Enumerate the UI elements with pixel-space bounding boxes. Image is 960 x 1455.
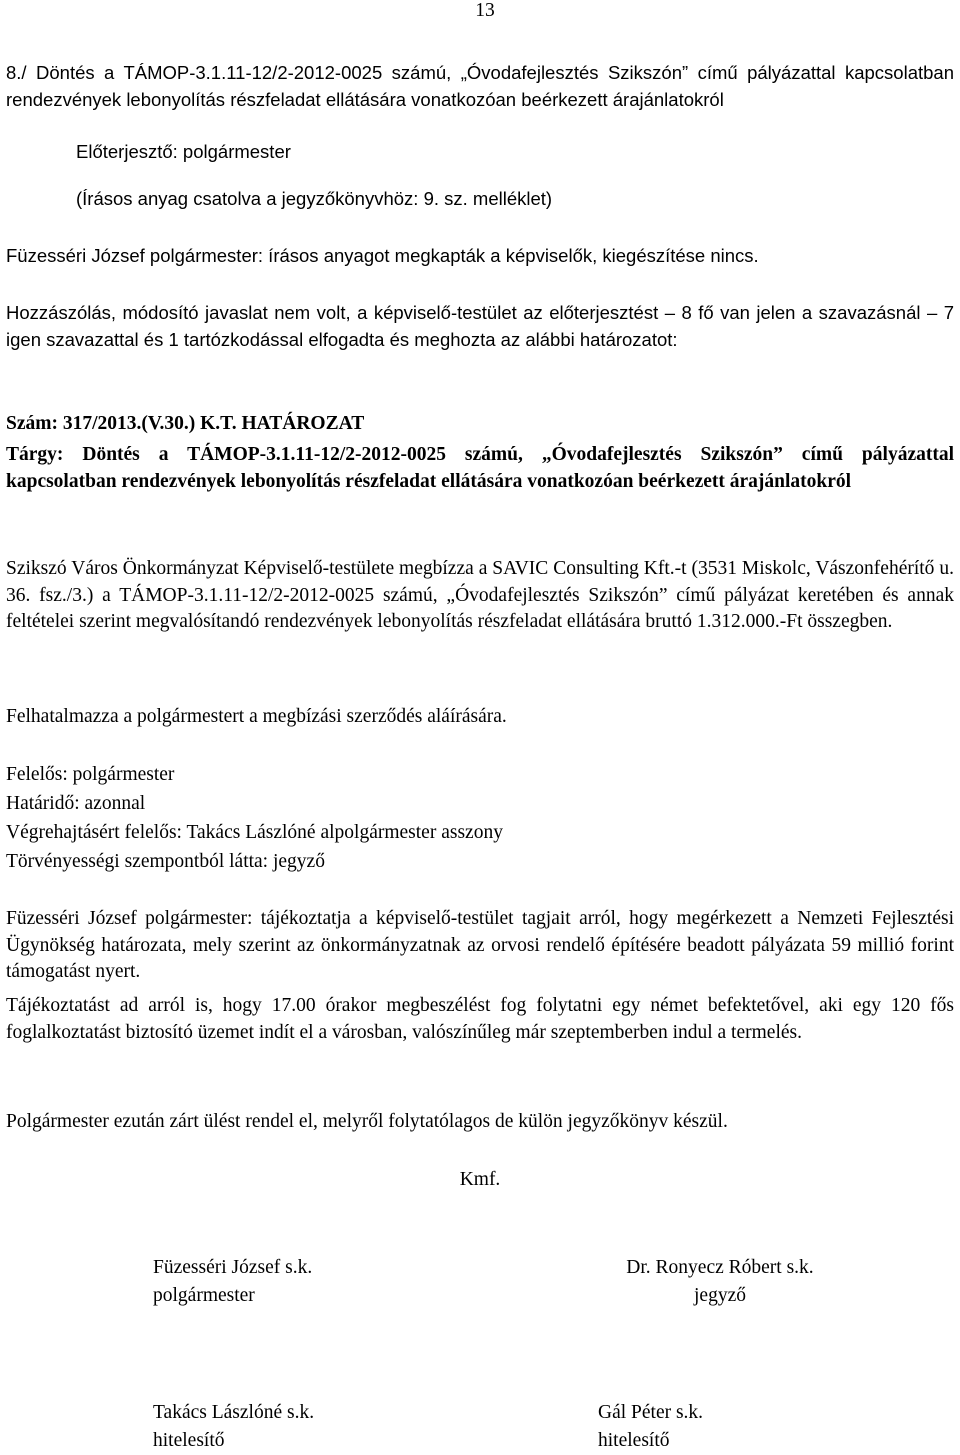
resolution-executor: Végrehajtásért felelős: Takács Lászlóné alpolgármester asszony: [6, 822, 503, 843]
signature-notary: [598, 1254, 842, 1310]
signature-mayor: [153, 1254, 312, 1310]
agenda-heading: 8./ Döntés a TÁMOP-3.1.11-12/2-2012-0025 számú, „Óvodafejlesztés Szikszón” című pályázattal kapcsolatban rendezvények lebonyolítás részfeladat ellátására vonatkozóan beérkezett árajánlatokról: [6, 62, 954, 110]
closing-statement: Polgármester ezután zárt ülést rendel el, melyről folytatólagos de külön jegyzőkönyv készül.: [6, 1111, 728, 1132]
signature-authenticator-2-title: hitelesítő: [598, 1430, 670, 1451]
signature-authenticator-2: [598, 1399, 703, 1455]
signature-mayor-title: polgármester: [153, 1285, 255, 1306]
mayor-statement: Füzesséri József polgármester: írásos anyagot megkapták a képviselők, kiegészítése nincs.: [6, 245, 759, 266]
agenda-presenter: Előterjesztő: polgármester: [76, 141, 291, 162]
signature-authenticator-2-name: Gál Péter s.k.: [598, 1402, 704, 1423]
signature-notary-title: jegyző: [694, 1285, 746, 1306]
kmf-label: Kmf.: [459, 1169, 501, 1190]
signature-mayor-name: Füzesséri József s.k.: [153, 1257, 313, 1278]
resolution-deadline: Határidő: azonnal: [6, 793, 146, 814]
resolution-authorization: Felhatalmazza a polgármestert a megbízási szerződés aláírására.: [6, 706, 507, 727]
vote-paragraph: Hozzászólás, módosító javaslat nem volt, a képviselő-testület az előterjesztést – 8 fő van jelen a szavazásnál – 7 igen szavazattal és 1 tartózkodással elfogadta és meghozta az alábbi határozatot:: [6, 302, 954, 350]
resolution-body: Szikszó Város Önkormányzat Képviselő-testülete megbízza a SAVIC Consulting Kft.-t (3531 Miskolc, Vászonfehérítő u. 36. fsz./3.) a TÁMOP-3.1.11-12/2-2012-0025 számú, „Óvodafejlesztés Szikszón” című pályázat keretében és annak feltételei szerint megvalósítandó rendezvények lebonyolítás részfeladat ellátására bruttó 1.312.000.-Ft összegben.: [6, 558, 954, 632]
agenda-attachment: (Írásos anyag csatolva a jegyzőkönyvhöz: 9. sz. melléklet): [76, 188, 553, 209]
resolution-subject: Tárgy: Döntés a TÁMOP-3.1.11-12/2-2012-0025 számú, „Óvodafejlesztés Szikszón” című pályázattal kapcsolatban rendezvények lebonyolítás részfeladat ellátására vonatkozóan beérkezett árajánlatokról: [6, 444, 954, 492]
signature-authenticator-1: [153, 1399, 314, 1455]
resolution-responsible: Felelős: polgármester: [6, 764, 175, 785]
information-paragraph-1: Füzesséri József polgármester: tájékoztatja a képviselő-testület tagjait arról, hogy megérkezett a Nemzeti Fejlesztési Ügynökség határozata, mely szerint az önkormányzatnak az orvosi rendelő építésére beadott pályázata 59 millió forint támogatást nyert.: [6, 908, 954, 982]
information-paragraph-2: Tájékoztatást ad arról is, hogy 17.00 órakor megbeszélést fog folytatni egy német befektetővel, aki egy 120 fős foglalkoztatást biztosító üzemet indít el a városban, valószínűleg már szeptemberben indul a termelés.: [6, 995, 954, 1043]
resolution-legality: Törvényességi szempontból látta: jegyző: [6, 851, 325, 872]
signature-authenticator-1-name: Takács Lászlóné s.k.: [153, 1402, 315, 1423]
page-number: 13: [475, 0, 495, 21]
signature-authenticator-1-title: hitelesítő: [153, 1430, 225, 1451]
signature-notary-name: Dr. Ronyecz Róbert s.k.: [626, 1257, 814, 1278]
resolution-number: Szám: 317/2013.(V.30.) K.T. HATÁROZAT: [6, 413, 365, 434]
